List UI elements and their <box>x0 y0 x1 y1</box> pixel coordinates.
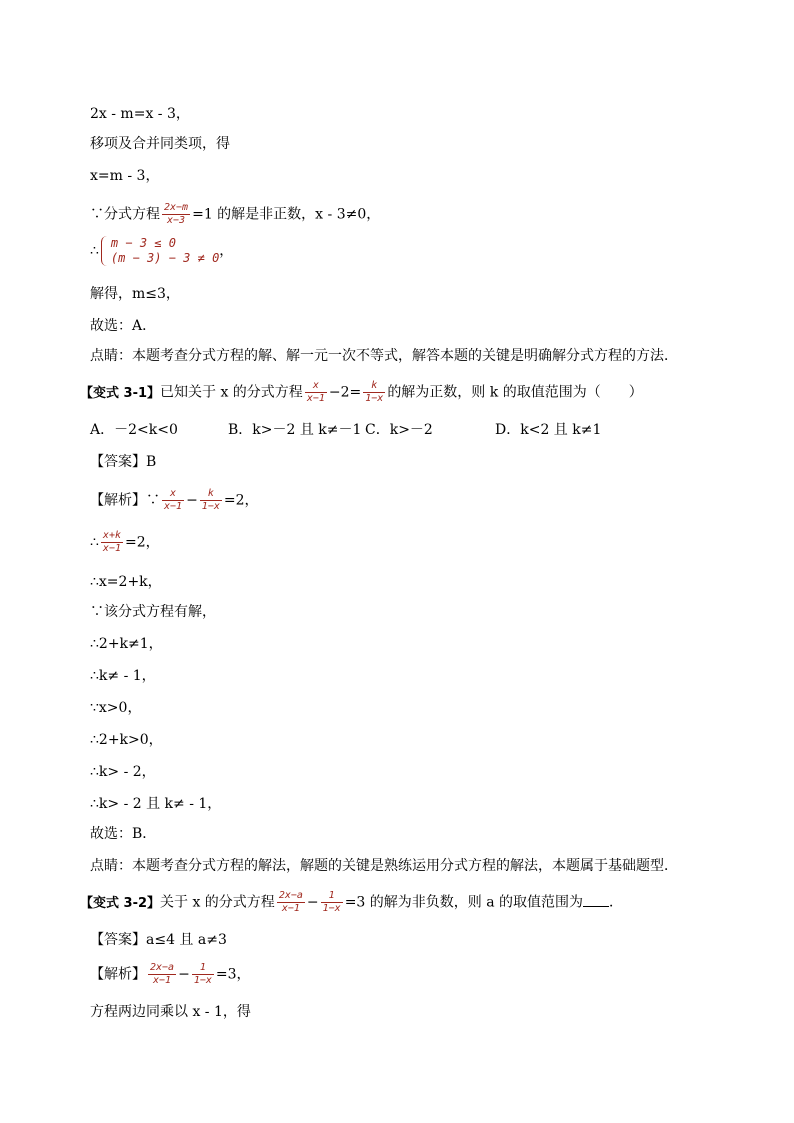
equation-line-4 <box>90 202 380 227</box>
minus-sign: − <box>178 966 190 983</box>
fraction-denominator: x−1 <box>281 903 300 914</box>
fraction-denominator: x−1 <box>306 393 325 404</box>
answer-line: 【答案】a≤4 且 a≠3 <box>90 932 227 948</box>
text-segment: ， <box>219 243 234 259</box>
fraction <box>363 380 385 405</box>
comment-line: 点睛：本题考查分式方程的解法，解题的关键是熟练运用分式方程的解法，本题属于基础题型． <box>90 858 678 874</box>
brace-icon <box>101 236 109 266</box>
fraction-denominator: x−1 <box>164 501 183 512</box>
choice-b: B．k>－2 且 k≠－1 <box>228 422 362 438</box>
fraction-numerator: 1 <box>192 962 214 975</box>
fraction-numerator: k <box>363 380 385 393</box>
fraction-numerator: 1 <box>321 890 343 903</box>
fraction-numerator: 2x−a <box>278 890 303 901</box>
text-segment: 关于 x 的分式方程 <box>160 894 275 911</box>
step-line: ∴k> - 2 且 k≠ - 1， <box>90 796 222 812</box>
step-line: ∴2+k>0， <box>90 732 163 748</box>
fraction-denominator: 1−x <box>365 393 384 404</box>
variant-3-1-stem <box>80 380 643 405</box>
text-line-2: 移项及合并同类项，得 <box>90 136 230 152</box>
fraction <box>192 962 214 987</box>
text-segment: =2， <box>223 492 259 509</box>
fraction-denominator: 1−x <box>201 501 220 512</box>
fraction <box>162 488 184 513</box>
fraction-denominator: x−3 <box>167 215 186 226</box>
fraction-numerator: x <box>162 488 184 501</box>
text-line-last: 方程两边同乘以 x - 1，得 <box>90 1004 251 1020</box>
text-segment: =2， <box>124 534 160 551</box>
variant-tag: 【变式 3-1】 <box>80 385 161 401</box>
minus-sign: − <box>186 492 198 509</box>
answer-blank <box>583 894 609 907</box>
inequality-system <box>101 236 219 266</box>
answer-line: 【答案】B <box>90 454 157 470</box>
variant-3-2-stem <box>80 890 623 915</box>
choice-a: A．－2<k<0 <box>90 422 178 438</box>
step-line: ∴k≠ - 1， <box>90 668 156 684</box>
fraction-numerator: 2x−m <box>164 202 189 213</box>
text-segment: 已知关于 x 的分式方程 <box>160 384 303 401</box>
step-line: ∴2+k≠1， <box>90 636 163 652</box>
comment-line-8: 点睛：本题考查分式方程的解、解一元一次不等式，解答本题的关键是明确解分式方程的方法． <box>90 348 678 364</box>
text-line-7: 故选：A． <box>90 318 157 334</box>
therefore-symbol: ∴ <box>90 534 99 551</box>
step-line: ∴x=2+k， <box>90 574 162 590</box>
equation-line-1: 2x - m=x - 3， <box>90 106 190 122</box>
analysis-tag: 【解析】∵ <box>90 492 160 509</box>
choice-c: C．k>－2 <box>365 422 433 438</box>
fraction-numerator: 2x−a <box>150 962 175 973</box>
fraction-denominator: x−1 <box>102 543 121 554</box>
fraction-denominator: 1−x <box>322 903 341 914</box>
step-line: ∵x>0， <box>90 700 142 716</box>
analysis-line-2 <box>90 530 160 555</box>
text-segment: ． <box>609 894 624 911</box>
analysis-line-1 <box>90 488 259 513</box>
fraction-numerator: x+k <box>102 530 121 541</box>
fraction <box>305 380 327 405</box>
step-line: ∵该分式方程有解， <box>90 604 216 620</box>
fraction-denominator: 1−x <box>193 975 212 986</box>
fraction <box>277 890 305 915</box>
text-segment: =3 的解为非负数，则 a 的取值范围为 <box>344 894 584 911</box>
fraction <box>321 890 343 915</box>
analysis-tag: 【解析】 <box>90 966 146 983</box>
system-row-2: (m − 3) − 3 ≠ 0 <box>110 251 220 265</box>
fraction <box>200 488 222 513</box>
analysis-line-1 <box>90 962 251 987</box>
equation-system-line <box>90 236 233 266</box>
fraction-denominator: x−1 <box>153 975 172 986</box>
text-segment: ∵分式方程 <box>90 206 160 223</box>
fraction-numerator: k <box>200 488 222 501</box>
variant-tag: 【变式 3-2】 <box>80 895 161 911</box>
equation-line-3: x=m - 3， <box>90 168 160 184</box>
fraction <box>162 202 190 227</box>
step-line: 故选：B． <box>90 826 157 842</box>
system-row-1: m − 3 ≤ 0 <box>110 236 176 250</box>
fraction <box>101 530 123 555</box>
therefore-symbol: ∴ <box>90 243 99 259</box>
fraction <box>148 962 176 987</box>
text-line-6: 解得，m≤3， <box>90 286 180 302</box>
text-segment: 的解为正数，则 k 的取值范围为（ ） <box>387 384 643 401</box>
text-segment: −2= <box>328 384 362 401</box>
minus-sign: − <box>306 894 319 911</box>
choice-d: D．k<2 且 k≠1 <box>495 422 602 438</box>
text-segment: =1 的解是非正数，x - 3≠0， <box>192 206 381 223</box>
text-segment: =3， <box>215 966 251 983</box>
choices-row <box>90 420 730 440</box>
fraction-numerator: x <box>305 380 327 393</box>
step-line: ∴k> - 2， <box>90 764 156 780</box>
